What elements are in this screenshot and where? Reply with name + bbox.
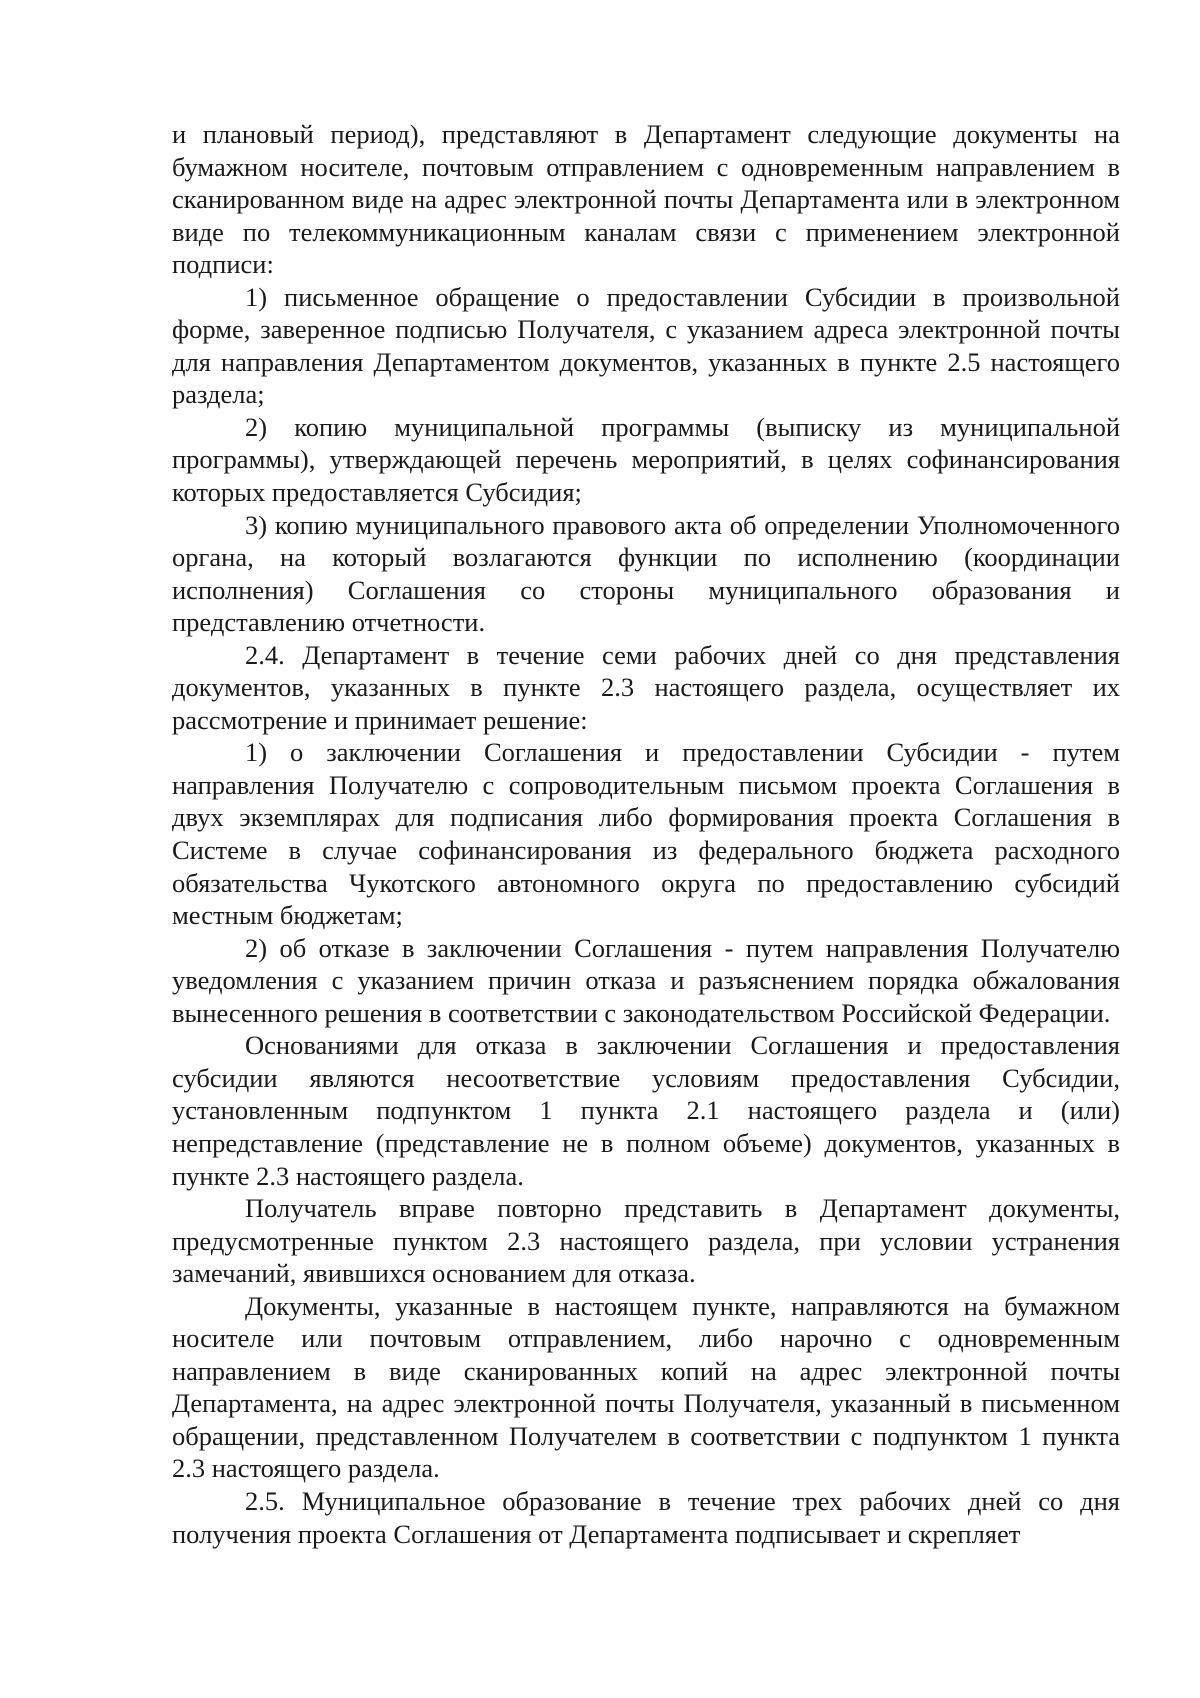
paragraph-2-5-signing: 2.5. Муниципальное образование в течение трех рабочих дней со дня получения проекта Соглашения от Департамента подписывает и скрепляет <box>172 1485 1120 1549</box>
paragraph-item-3-legal-act-copy: 3) копию муниципального правового акта об определении Уполномоченного органа, на который возлагаются функции по исполнению (координации исполнения) Соглашения со стороны муниципального образования и представлению отчетности. <box>172 509 1120 638</box>
paragraph-item-2-program-copy: 2) копию муниципальной программы (выписку из муниципальной программы), утверждающей перечень мероприятий, в целях софинансирования которых предоставляется Субсидия; <box>172 411 1120 508</box>
document-page <box>172 118 1120 1550</box>
paragraph-resubmission: Получатель вправе повторно представить в Департамент документы, предусмотренные пунктом 2.3 настоящего раздела, при условии устранения замечаний, явившихся основанием для отказа. <box>172 1193 1120 1289</box>
paragraph-decision-approve: 1) о заключении Соглашения и предоставлении Субсидии - путем направления Получателю с сопроводительным письмом проекта Соглашения в двух экземплярах для подписания либо формирования проекта Соглашения в Системе в случае софинансирования из федерального бюджета расходного обязательства Чукотского автономного округа по предоставлению субсидий местным бюджетам; <box>172 737 1120 931</box>
paragraph-decision-refuse: 2) об отказе в заключении Соглашения - путем направления Получателю уведомления с указанием причин отказа и разъяснением порядка обжалования вынесенного решения в соответствии с законодательством Российской Федерации. <box>172 932 1120 1028</box>
paragraph-refusal-grounds: Основаниями для отказа в заключении Соглашения и предоставления субсидии являются несоответствие условиям предоставления Субсидии, установленным подпунктом 1 пункта 2.1 настоящего раздела и (или) непредставление (представление не в полном объеме) документов, указанных в пункте 2.3 настоящего раздела. <box>172 1030 1120 1191</box>
paragraph-documents-submission: и плановый период), представляют в Департамент следующие документы на бумажном носителе, почтовым отправлением с одновременным направлением в сканированном виде на адрес электронной почты Департамента или в электронном виде по телекоммуникационным каналам связи с применением электронной подписи: <box>172 119 1120 280</box>
paragraph-document-delivery: Документы, указанные в настоящем пункте, направляются на бумажном носителе или почтовым отправлением, либо нарочно с одновременным направлением в виде сканированных копий на адрес электронной почты Департамента, на адрес электронной почты Получателя, указанный в письменном обращении, представленном Получателем в соответствии с подпунктом 1 пункта 2.3 настоящего раздела. <box>172 1290 1120 1484</box>
paragraph-2-4-review: 2.4. Департамент в течение семи рабочих дней со дня представления документов, указанных в пункте 2.3 настоящего раздела, осуществляет их рассмотрение и принимает решение: <box>172 639 1120 735</box>
paragraph-item-1-written-request: 1) письменное обращение о предоставлении Субсидии в произвольной форме, заверенное подписью Получателя, с указанием адреса электронной почты для направления Департаментом документов, указанных в пункте 2.5 настоящего раздела; <box>172 281 1120 410</box>
